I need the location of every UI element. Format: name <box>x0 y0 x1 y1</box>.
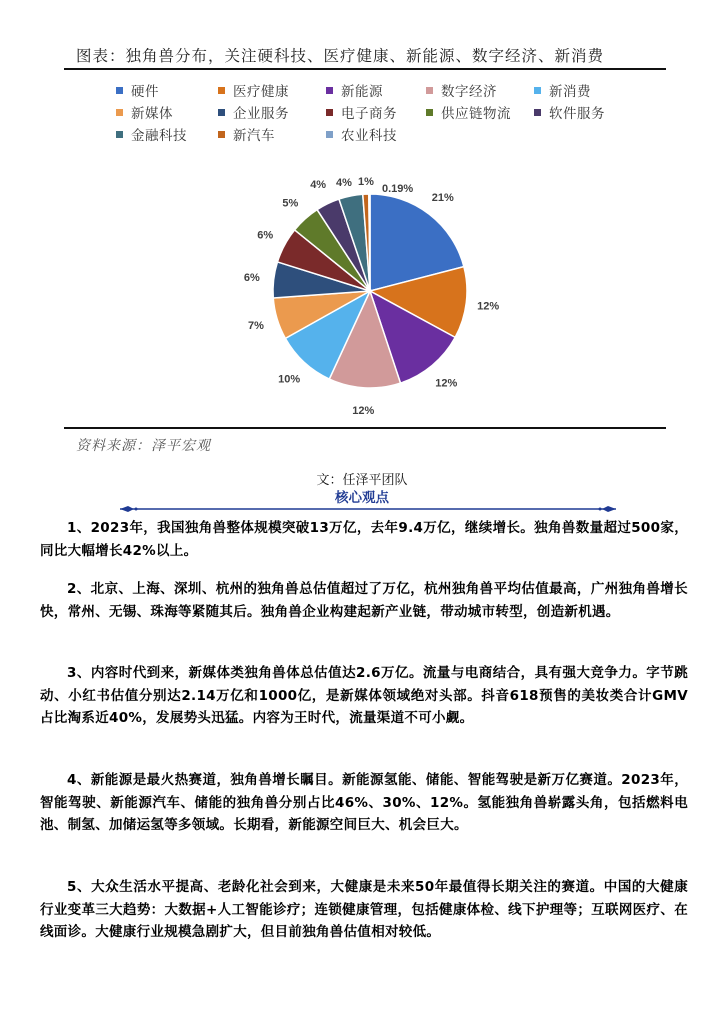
legend-label: 企业服务 <box>233 106 289 122</box>
legend-label: 软件服务 <box>549 106 605 122</box>
pie-data-label: 6% <box>257 229 274 242</box>
legend-item <box>218 80 289 100</box>
divider-arrow-left <box>120 506 134 512</box>
pie-data-label: 5% <box>282 197 299 210</box>
paragraph: 4、新能源是最火热赛道，独角兽增长瞩目。新能源氢能、储能、智能驾驶是新万亿赛道。2023年，智能驾驶、新能源汽车、储能的独角兽分别占比46%、30%、12%。氢能独角兽崭露头角，包括燃料电池、制氢、加储运氢等多领域。长期看，新能源空间巨大、机会巨大。 <box>40 772 688 833</box>
legend-label: 供应链物流 <box>441 106 511 122</box>
top-rule <box>64 68 666 70</box>
legend-label: 农业科技 <box>341 128 397 144</box>
pie-data-label: 7% <box>248 320 264 333</box>
legend-item <box>116 102 173 122</box>
pie-data-label: 12% <box>435 377 458 390</box>
pie-data-label: 1% <box>358 176 374 188</box>
legend-label: 新能源 <box>341 84 383 100</box>
legend-item <box>426 80 497 100</box>
divider-dot <box>599 508 602 511</box>
paragraph: 2、北京、上海、深圳、杭州的独角兽总估值超过了万亿，杭州独角兽平均估值最高，广州独角兽增长快，常州、无锡、珠海等紧随其后。独角兽企业构建起新产业链，带动城市转型，创造新机遇。 <box>40 581 688 620</box>
legend-item <box>326 102 397 122</box>
legend-item <box>534 102 605 122</box>
legend-item <box>326 124 397 144</box>
paragraph: 3、内容时代到来，新媒体类独角兽体总估值达2.6万亿。流量与电商结合，具有强大竞争力。字节跳动、小红书估值分别达2.14万亿和1000亿，是新媒体领域绝对头部。抖音618预售的美妆类合计GMV占比淘系近40%，发展势头迅猛。内容为王时代，流量渠道不可小觑。 <box>40 665 688 726</box>
legend-label: 金融科技 <box>131 128 187 144</box>
paragraph: 1、2023年，我国独角兽整体规模突破13万亿，去年9.4万亿，继续增长。独角兽数量超过500家，同比大幅增长42%以上。 <box>40 520 688 559</box>
legend-item <box>218 124 275 144</box>
pie-data-label: 4% <box>336 177 352 189</box>
legend-item <box>326 80 383 100</box>
legend-label: 医疗健康 <box>233 84 289 100</box>
legend-label: 电子商务 <box>341 106 397 122</box>
legend-swatch <box>534 87 541 94</box>
legend-swatch <box>426 87 433 94</box>
pie-chart <box>0 165 724 430</box>
divider-dot <box>135 508 138 511</box>
legend-swatch <box>116 131 123 138</box>
legend-swatch <box>218 109 225 116</box>
section-heading: 核心观点 <box>335 490 389 506</box>
legend-swatch <box>218 131 225 138</box>
paragraph: 5、大众生活水平提高、老龄化社会到来，大健康是未来50年最值得长期关注的赛道。中国的大健康行业变革三大趋势：大数据+人工智能诊疗；连锁健康管理，包括健康体检、线下护理等；互联网医疗、在线面诊。大健康行业规模急剧扩大，但目前独角兽估值相对较低。 <box>40 879 688 940</box>
legend-label: 硬件 <box>131 84 159 100</box>
legend-swatch <box>326 87 333 94</box>
legend-item <box>116 80 159 100</box>
legend-label: 数字经济 <box>441 84 497 100</box>
legend-label: 新媒体 <box>131 106 173 122</box>
section-divider <box>120 503 616 515</box>
source-note: 资料来源：泽平宏观 <box>76 438 211 454</box>
legend-item <box>218 102 289 122</box>
legend-swatch <box>218 87 225 94</box>
legend-label: 新汽车 <box>233 128 275 144</box>
pie-data-label: 6% <box>243 272 260 285</box>
pie-data-label: 4% <box>310 178 327 191</box>
bottom-rule <box>64 427 666 429</box>
divider-arrow-right <box>602 506 616 512</box>
pie-data-label: 12% <box>352 404 375 417</box>
pie-data-label: 10% <box>278 373 301 386</box>
legend-swatch <box>116 87 123 94</box>
pie-data-label: 21% <box>431 191 454 204</box>
legend-item <box>426 102 511 122</box>
legend-item <box>534 80 591 100</box>
pie-data-label: 0.19% <box>382 183 414 195</box>
pie-data-label: 12% <box>477 300 500 313</box>
legend-label: 新消费 <box>549 84 591 100</box>
chart-title: 图表：独角兽分布，关注硬科技、医疗健康、新能源、数字经济、新消费 <box>76 47 605 65</box>
legend-swatch <box>116 109 123 116</box>
legend-swatch <box>534 109 541 116</box>
author-line: 文：任泽平团队 <box>316 473 408 488</box>
legend-swatch <box>326 131 333 138</box>
legend-swatch <box>326 109 333 116</box>
legend-item <box>116 124 187 144</box>
legend-swatch <box>426 109 433 116</box>
